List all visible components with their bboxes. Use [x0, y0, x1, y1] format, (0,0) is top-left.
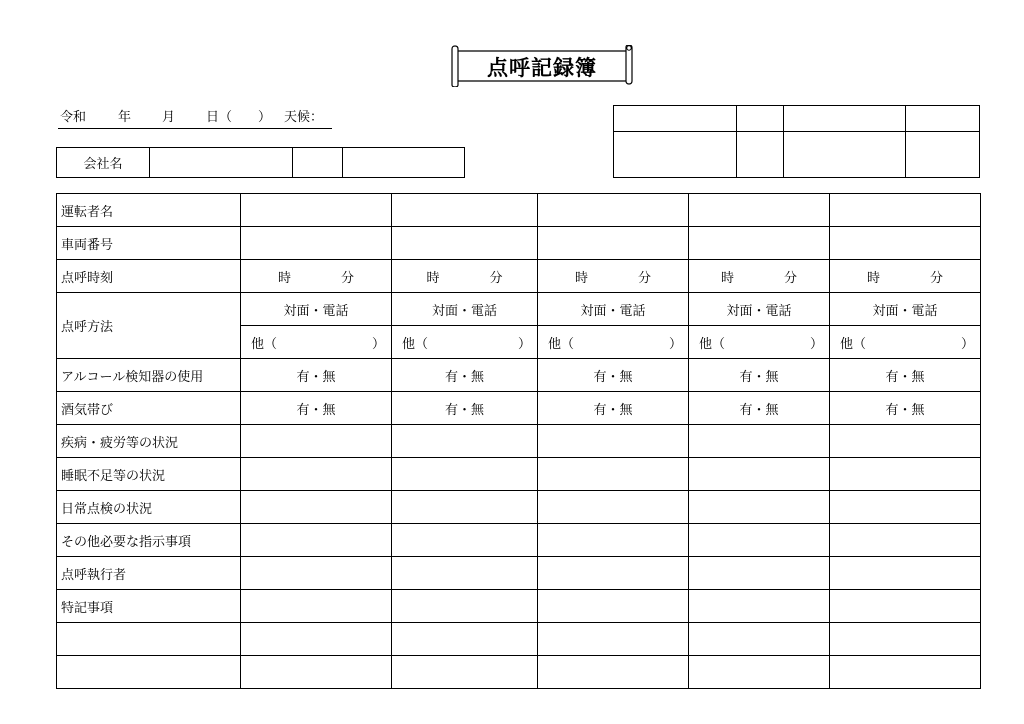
month-label: 月 [162, 110, 176, 125]
yes-no-option[interactable]: 有・無 [689, 359, 830, 392]
entry-cell[interactable] [392, 425, 538, 458]
table-row [57, 458, 981, 491]
other-open: 他（ [402, 336, 429, 352]
entry-cell[interactable] [830, 590, 981, 623]
time-cell[interactable] [241, 260, 392, 293]
entry-cell[interactable] [538, 623, 689, 656]
entry-cell[interactable] [241, 524, 392, 557]
row-label-instructions: その他必要な指示事項 [57, 524, 241, 557]
other-open: 他（ [840, 336, 867, 352]
table-row [57, 557, 981, 590]
company-table [56, 147, 465, 178]
entry-cell[interactable] [830, 524, 981, 557]
table-row [57, 359, 981, 392]
yes-no-option[interactable]: 有・無 [538, 392, 689, 425]
method-option[interactable]: 対面・電話 [830, 293, 981, 326]
table-row [57, 425, 981, 458]
day-label: 日（ [206, 110, 233, 125]
row-label-drunk: 酒気帯び [57, 392, 241, 425]
method-other-cell[interactable] [241, 326, 392, 359]
entry-cell[interactable] [830, 557, 981, 590]
table-row [57, 260, 981, 293]
yes-no-option[interactable]: 有・無 [392, 392, 538, 425]
approval-header-cell[interactable] [614, 106, 737, 132]
driver-cell[interactable] [830, 194, 981, 227]
minute-label: 分 [341, 270, 355, 286]
entry-cell[interactable] [392, 623, 538, 656]
page-title: 点呼記録簿 [487, 55, 597, 80]
entry-cell[interactable] [830, 491, 981, 524]
entry-cell[interactable] [689, 491, 830, 524]
table-row [57, 392, 981, 425]
entry-cell[interactable] [538, 425, 689, 458]
entry-cell[interactable] [392, 491, 538, 524]
method-other-cell[interactable] [689, 326, 830, 359]
entry-cell[interactable] [392, 524, 538, 557]
entry-cell[interactable] [538, 656, 689, 689]
hour-label: 時 [866, 270, 880, 286]
entry-cell[interactable] [830, 458, 981, 491]
minute-label: 分 [784, 270, 798, 286]
hour-label: 時 [426, 270, 440, 286]
entry-cell[interactable] [241, 425, 392, 458]
row-label-daily-check: 日常点検の状況 [57, 491, 241, 524]
entry-cell[interactable] [241, 491, 392, 524]
entry-cell[interactable] [689, 590, 830, 623]
method-option[interactable]: 対面・電話 [392, 293, 538, 326]
entry-cell[interactable] [241, 557, 392, 590]
minute-label: 分 [638, 270, 652, 286]
company-name-field[interactable] [150, 148, 293, 178]
minute-label: 分 [930, 270, 944, 286]
other-close: ） [371, 336, 385, 352]
entry-cell[interactable] [241, 458, 392, 491]
vehicle-cell[interactable] [392, 227, 538, 260]
approval-cell[interactable] [784, 132, 906, 178]
method-option[interactable]: 対面・電話 [538, 293, 689, 326]
hour-label: 時 [574, 270, 588, 286]
method-other-cell[interactable] [830, 326, 981, 359]
entry-cell[interactable] [241, 656, 392, 689]
time-cell[interactable] [830, 260, 981, 293]
date-line [58, 108, 332, 129]
minute-label: 分 [489, 270, 503, 286]
roll-call-table [56, 193, 981, 689]
row-label-sleep: 睡眠不足等の状況 [57, 458, 241, 491]
entry-cell[interactable] [830, 623, 981, 656]
approval-table [613, 105, 980, 178]
row-label-time: 点呼時刻 [57, 260, 241, 293]
yes-no-option[interactable]: 有・無 [830, 392, 981, 425]
other-open: 他（ [548, 336, 575, 352]
driver-cell[interactable] [241, 194, 392, 227]
method-option[interactable]: 対面・電話 [241, 293, 392, 326]
entry-cell[interactable] [538, 524, 689, 557]
yes-no-option[interactable]: 有・無 [241, 392, 392, 425]
hour-label: 時 [720, 270, 734, 286]
other-open: 他（ [251, 336, 278, 352]
row-label-alcohol: アルコール検知器の使用 [57, 359, 241, 392]
yes-no-option[interactable]: 有・無 [392, 359, 538, 392]
entry-cell[interactable] [689, 623, 830, 656]
method-other-cell[interactable] [392, 326, 538, 359]
method-option[interactable]: 対面・電話 [689, 293, 830, 326]
table-row [57, 293, 981, 326]
vehicle-cell[interactable] [241, 227, 392, 260]
time-cell[interactable] [538, 260, 689, 293]
entry-cell[interactable] [538, 557, 689, 590]
table-row [57, 623, 981, 656]
approval-cell[interactable] [614, 132, 737, 178]
row-label-driver: 運転者名 [57, 194, 241, 227]
entry-cell[interactable] [538, 491, 689, 524]
yes-no-option[interactable]: 有・無 [241, 359, 392, 392]
approval-header-cell[interactable] [906, 106, 980, 132]
other-close: ） [668, 336, 682, 352]
entry-cell[interactable] [538, 590, 689, 623]
company-extra-field[interactable] [293, 148, 343, 178]
entry-cell[interactable] [830, 656, 981, 689]
driver-cell[interactable] [392, 194, 538, 227]
entry-cell[interactable] [392, 557, 538, 590]
entry-cell[interactable] [392, 458, 538, 491]
title-scroll [449, 45, 635, 87]
approval-header-cell[interactable] [737, 106, 784, 132]
entry-cell[interactable] [689, 425, 830, 458]
vehicle-cell[interactable] [689, 227, 830, 260]
approval-cell[interactable] [737, 132, 784, 178]
yes-no-option[interactable]: 有・無 [830, 359, 981, 392]
entry-cell[interactable] [241, 590, 392, 623]
blank-label-cell[interactable] [57, 623, 241, 656]
entry-cell[interactable] [689, 458, 830, 491]
day-close: ） [258, 110, 272, 125]
entry-cell[interactable] [689, 656, 830, 689]
entry-cell[interactable] [538, 458, 689, 491]
other-close: ） [517, 336, 531, 352]
other-open: 他（ [699, 336, 726, 352]
year-label: 年 [118, 110, 132, 125]
table-row [57, 194, 981, 227]
yes-no-option[interactable]: 有・無 [689, 392, 830, 425]
driver-cell[interactable] [538, 194, 689, 227]
approval-cell[interactable] [906, 132, 980, 178]
yes-no-option[interactable]: 有・無 [538, 359, 689, 392]
weather-label: 天候： [284, 110, 324, 125]
blank-label-cell[interactable] [57, 656, 241, 689]
hour-label: 時 [277, 270, 291, 286]
row-label-vehicle: 車両番号 [57, 227, 241, 260]
era-label: 令和 [60, 110, 87, 125]
time-cell[interactable] [392, 260, 538, 293]
row-label-notes: 特記事項 [57, 590, 241, 623]
table-row [57, 656, 981, 689]
company-label: 会社名 [57, 148, 150, 178]
table-row [57, 590, 981, 623]
driver-cell[interactable] [689, 194, 830, 227]
entry-cell[interactable] [241, 623, 392, 656]
vehicle-cell[interactable] [538, 227, 689, 260]
entry-cell[interactable] [392, 656, 538, 689]
entry-cell[interactable] [392, 590, 538, 623]
vehicle-cell[interactable] [830, 227, 981, 260]
other-close: ） [809, 336, 823, 352]
row-label-method: 点呼方法 [57, 293, 241, 359]
entry-cell[interactable] [689, 557, 830, 590]
time-cell[interactable] [689, 260, 830, 293]
table-row [57, 491, 981, 524]
table-row [57, 227, 981, 260]
row-label-illness: 疾病・疲労等の状況 [57, 425, 241, 458]
entry-cell[interactable] [830, 425, 981, 458]
table-row [57, 524, 981, 557]
entry-cell[interactable] [689, 524, 830, 557]
other-close: ） [960, 336, 974, 352]
approval-header-cell[interactable] [784, 106, 906, 132]
company-extra-field[interactable] [343, 148, 465, 178]
method-other-cell[interactable] [538, 326, 689, 359]
row-label-executor: 点呼執行者 [57, 557, 241, 590]
